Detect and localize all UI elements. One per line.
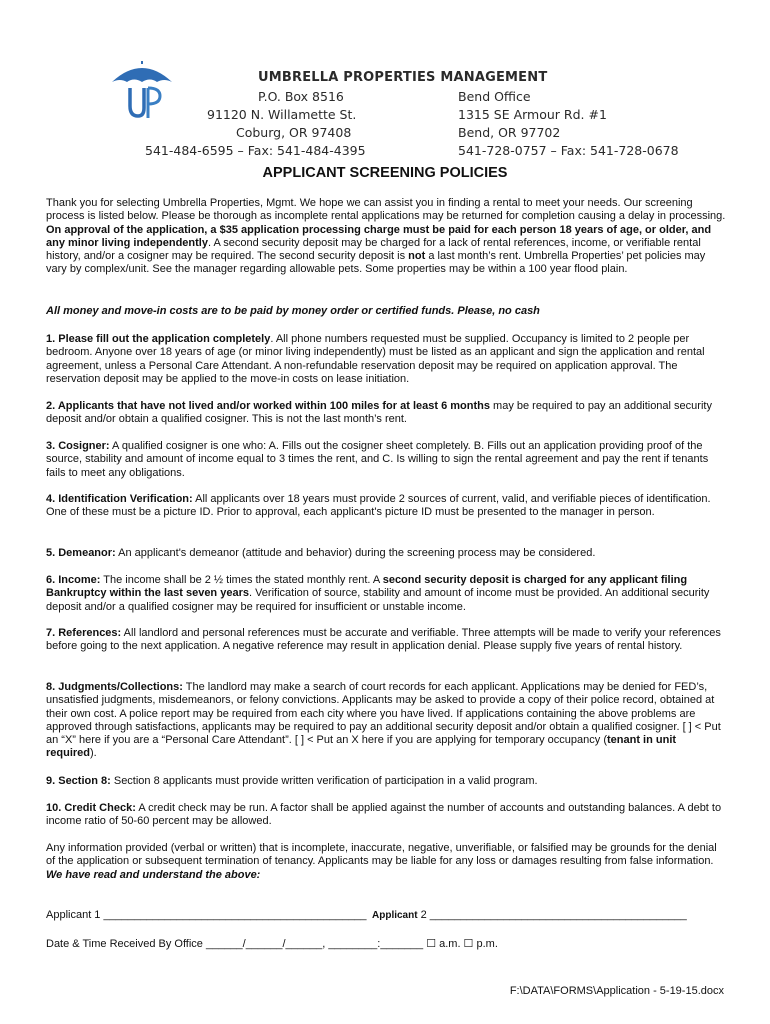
section-5 (46, 547, 726, 560)
section-7-text: All landlord and personal references must be accurate and verifiable. Three attempts will be made to verify your references before going to the next application. A negative reference may result in application denial. Please supply five years of rental history. (46, 627, 721, 653)
section-6-heading: 6. Income: (46, 574, 101, 586)
section-2 (46, 400, 726, 427)
applicant-2-signature-line[interactable] (372, 909, 687, 921)
po-box: P.O. Box 8516 (258, 89, 344, 104)
section-9-heading: 9. Section 8: (46, 775, 111, 787)
section-2-text: may be required to pay an additional security deposit and/or obtain a qualified cosigner. This is not the last month’s rent. (46, 400, 712, 426)
section-3-heading: 3. Cosigner: (46, 440, 110, 452)
section-6-text-2: . Verification of source, stability and amount of income must be provided. An additional security deposit and/or a qualified cosigner may be required for insufficient or unstable income. (46, 587, 710, 613)
city-address: Coburg, OR 97408 (236, 125, 352, 140)
section-1 (46, 333, 726, 386)
section-8 (46, 681, 726, 761)
section-1-heading: 1. Please fill out the application completely (46, 333, 271, 345)
section-8-bold-2: tenant in unit required (46, 734, 677, 760)
file-path-footer: F:\DATA\FORMS\Application - 5-19-15.docx (509, 985, 724, 997)
section-9-text: Section 8 applicants must provide written verification of participation in a valid program. (110, 775, 538, 787)
money-note-text: All money and move-in costs are to be paid by money order or certified funds. Please, no cash (46, 305, 540, 317)
section-9 (46, 775, 726, 788)
money-note (46, 305, 726, 318)
intro-paragraph (46, 197, 726, 277)
phone-fax: 541-484-6595 – Fax: 541-484-4395 (145, 143, 366, 158)
section-7 (46, 627, 726, 654)
section-6-bold-2: second security deposit is charged for any applicant filing Bankruptcy within the last seven years (46, 574, 688, 600)
applicant-2-label: Applicant (372, 910, 418, 921)
bend-street: 1315 SE Armour Rd. #1 (458, 107, 607, 122)
section-4-text: All applicants over 18 years must provide 2 sources of current, valid, and verifiable pieces of identification. One of these must be a picture ID. Prior to approval, each applicant's picture ID must be presented to the manager in person. (46, 493, 711, 519)
section-8-heading: 8. Judgments/Collections: (46, 681, 183, 693)
intro-bold-1: On approval of the application, a $35 application processing charge must be paid for each person 18 years of age, or older, and any minor living independently (46, 223, 712, 249)
section-7-heading: 7. References: (46, 627, 122, 639)
applicant-2-line: 2 __________________________________________ (417, 909, 687, 921)
section-8-text-2: ). (90, 747, 97, 760)
section-4 (46, 493, 726, 520)
section-6-text-1: The income shall be 2 ½ times the stated monthly rent. A (100, 574, 383, 586)
intro-text-3: a last month’s rent. Umbrella Properties’ pet policies may vary by complex/unit. See the manager regarding allowable pets. Some properties may be within a 100 year flood plain. (46, 250, 706, 276)
closing-text: Any information provided (verbal or written) that is incomplete, inaccurate, negative, unverifiable, or falsified may be grounds for the denial of the application or subsequent termination of tenancy. Applicants may be liable for any loss or damages resulting from false information. (46, 842, 717, 868)
section-6 (46, 574, 726, 614)
bend-city: Bend, OR 97702 (458, 125, 561, 140)
street-address: 91120 N. Willamette St. (207, 107, 357, 122)
closing-acknowledgement: We have read and understand the above: (46, 868, 261, 881)
section-1-text: . All phone numbers requested must be supplied. Occupancy is limited to 2 people per bedroom. Anyone over 18 years of age (or minor living independently) must be listed as an applicant and sign the application and rental agreement, unless a Personal Care Attendant. A non-refundable reservation deposit may be required on application approval. The reservation deposit may be applied to the move-in costs on lease initiation. (46, 333, 705, 385)
umbrella-logo (108, 60, 176, 122)
page-title: APPLICANT SCREENING POLICIES (262, 165, 508, 181)
bend-office-label: Bend Office (458, 89, 531, 104)
section-10-text: A credit check may be run. A factor shall be applied against the number of accounts and outstanding balances. A debt to income ratio of 50-60 percent may be allowed. (46, 802, 722, 828)
section-3 (46, 440, 726, 480)
section-2-heading: 2. Applicants that have not lived and/or worked within 100 miles for at least 6 months (46, 400, 490, 412)
section-3-text: A qualified cosigner is one who: A. Fills out the cosigner sheet completely. B. Fills out an application providing proof of the source, stability and amount of income equal to 3 times the rent, and C. Is willing to sign the rental agreement and pay the rent if tenants fails to meet any obligations. (46, 440, 709, 479)
intro-text-1: Thank you for selecting Umbrella Properties, Mgmt. We hope we can assist you in finding a rental to meet your needs. Our screening process is listed below. Please be thorough as incomplete rental applications may be returned for completion causing a delay in processing. (46, 197, 726, 223)
date-time-received-line[interactable]: Date & Time Received By Office ______/______/______, ________:_______ ☐ a.m. ☐ p.m. (46, 938, 498, 950)
section-10-heading: 10. Credit Check: (46, 802, 136, 814)
section-4-heading: 4. Identification Verification: (46, 493, 193, 505)
section-10 (46, 802, 726, 829)
intro-bold-2: not (408, 250, 426, 263)
bend-phone-fax: 541-728-0757 – Fax: 541-728-0678 (458, 143, 679, 158)
intro-text-2: . A second security deposit may be charged for a lack of rental references, income, or verifiable rental history, and/or a cosigner may be required. The second security deposit is (46, 236, 701, 263)
company-name: UMBRELLA PROPERTIES MANAGEMENT (258, 70, 548, 85)
section-8-text-1: The landlord may make a search of court records for each applicant. Applications may be denied for FED’s, unsatisfied judgments, misdemeanors, or felony convictions. Applicants may be asked to provide a copy of their police record, obtained at their own cost. A police report may be required from each city where you have lived. If applications containing the above problems are approved through satisfactions, applicants may be required to pay an additional security deposit and/or obtain a qualified cosigner. [ ] < Put an “X” here if you are a “Personal Care Attendant”. [ ] < Put an X here if you are applying for temporary occupancy ( (46, 681, 721, 747)
closing-paragraph (46, 842, 726, 882)
section-5-heading: 5. Demeanor: (46, 547, 116, 559)
section-5-text: An applicant's demeanor (attitude and behavior) during the screening process may be considered. (115, 547, 596, 559)
applicant-1-signature-line[interactable]: Applicant 1 ___________________________________________ (46, 909, 367, 921)
